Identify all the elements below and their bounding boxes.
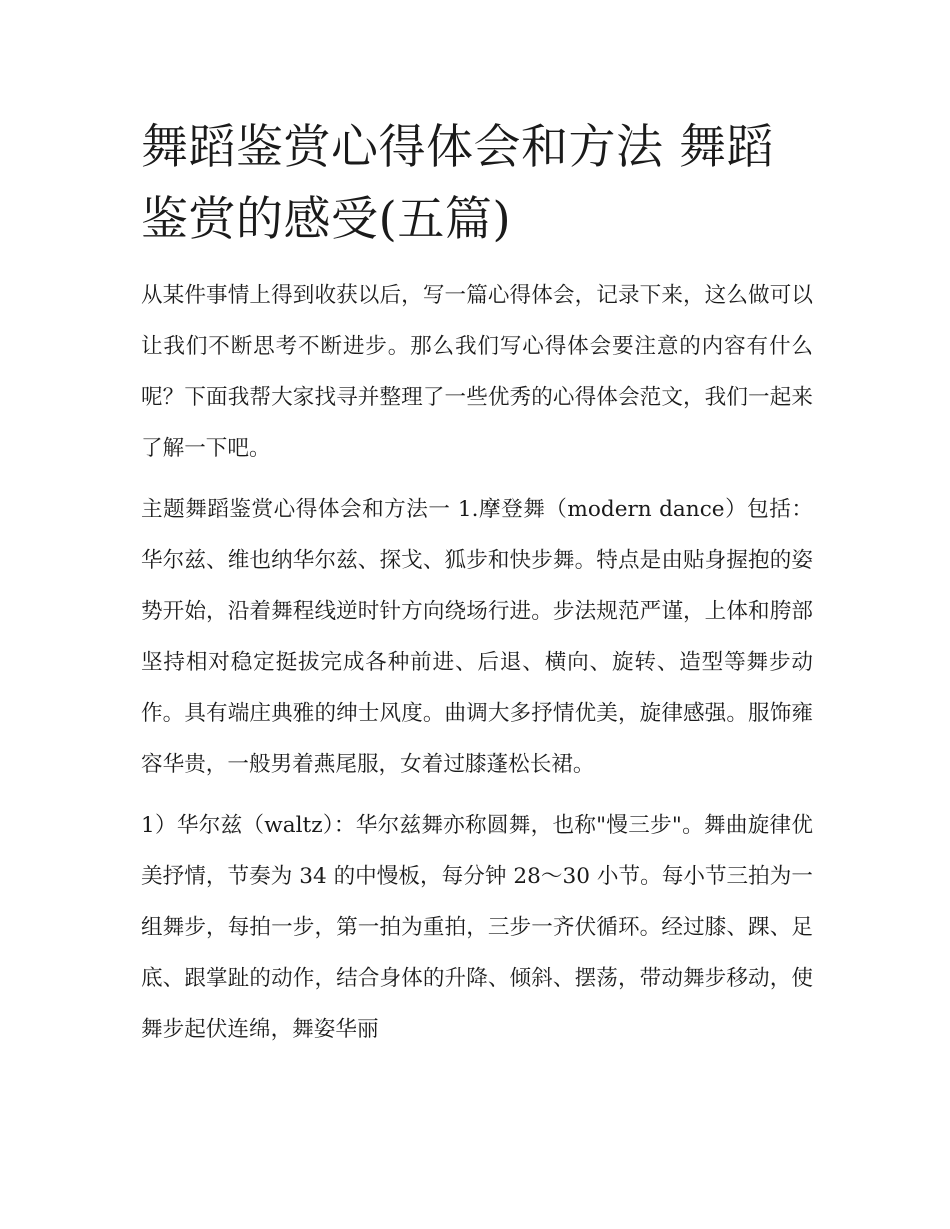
document-page — [141, 112, 813, 1055]
document-title: 舞蹈鉴赏心得体会和方法 舞蹈鉴赏的感受(五篇) — [141, 120, 774, 247]
intro-paragraph: 从某件事情上得到收获以后，写一篇心得体会，记录下来，这么做可以让我们不断思考不断进步。那么我们写心得体会要注意的内容有什么呢？下面我帮大家找寻并整理了一些优秀的心得体会范文，我们一起来了解一下吧。 — [141, 283, 813, 461]
modern-dance-paragraph: 主题舞蹈鉴赏心得体会和方法一 1.摩登舞（modern dance）包括：华尔兹、维也纳华尔兹、探戈、狐步和快步舞。特点是由贴身握抱的姿势开始，沿着舞程线逆时针方向绕场行进。步法规范严谨，上体和胯部坚持相对稳定挺拔完成各种前进、后退、横向、旋转、造型等舞步动作。具有端庄典雅的绅士风度。曲调大多抒情优美，旋律感强。服饰雍容华贵，一般男着燕尾服，女着过膝蓬松长裙。 — [141, 497, 813, 777]
waltz-paragraph: 1）华尔兹（waltz）：华尔兹舞亦称圆舞，也称"慢三步"。舞曲旋律优美抒情，节奏为 34 的中慢板，每分钟 28～30 小节。每小节三拍为一组舞步，每拍一步，第一拍为重拍，三步一齐伏循环。经过膝、踝、足底、跟掌趾的动作，结合身体的升降、倾斜、摆荡，带动舞步移动，使舞步起伏连绵，舞姿华丽 — [141, 813, 813, 1042]
